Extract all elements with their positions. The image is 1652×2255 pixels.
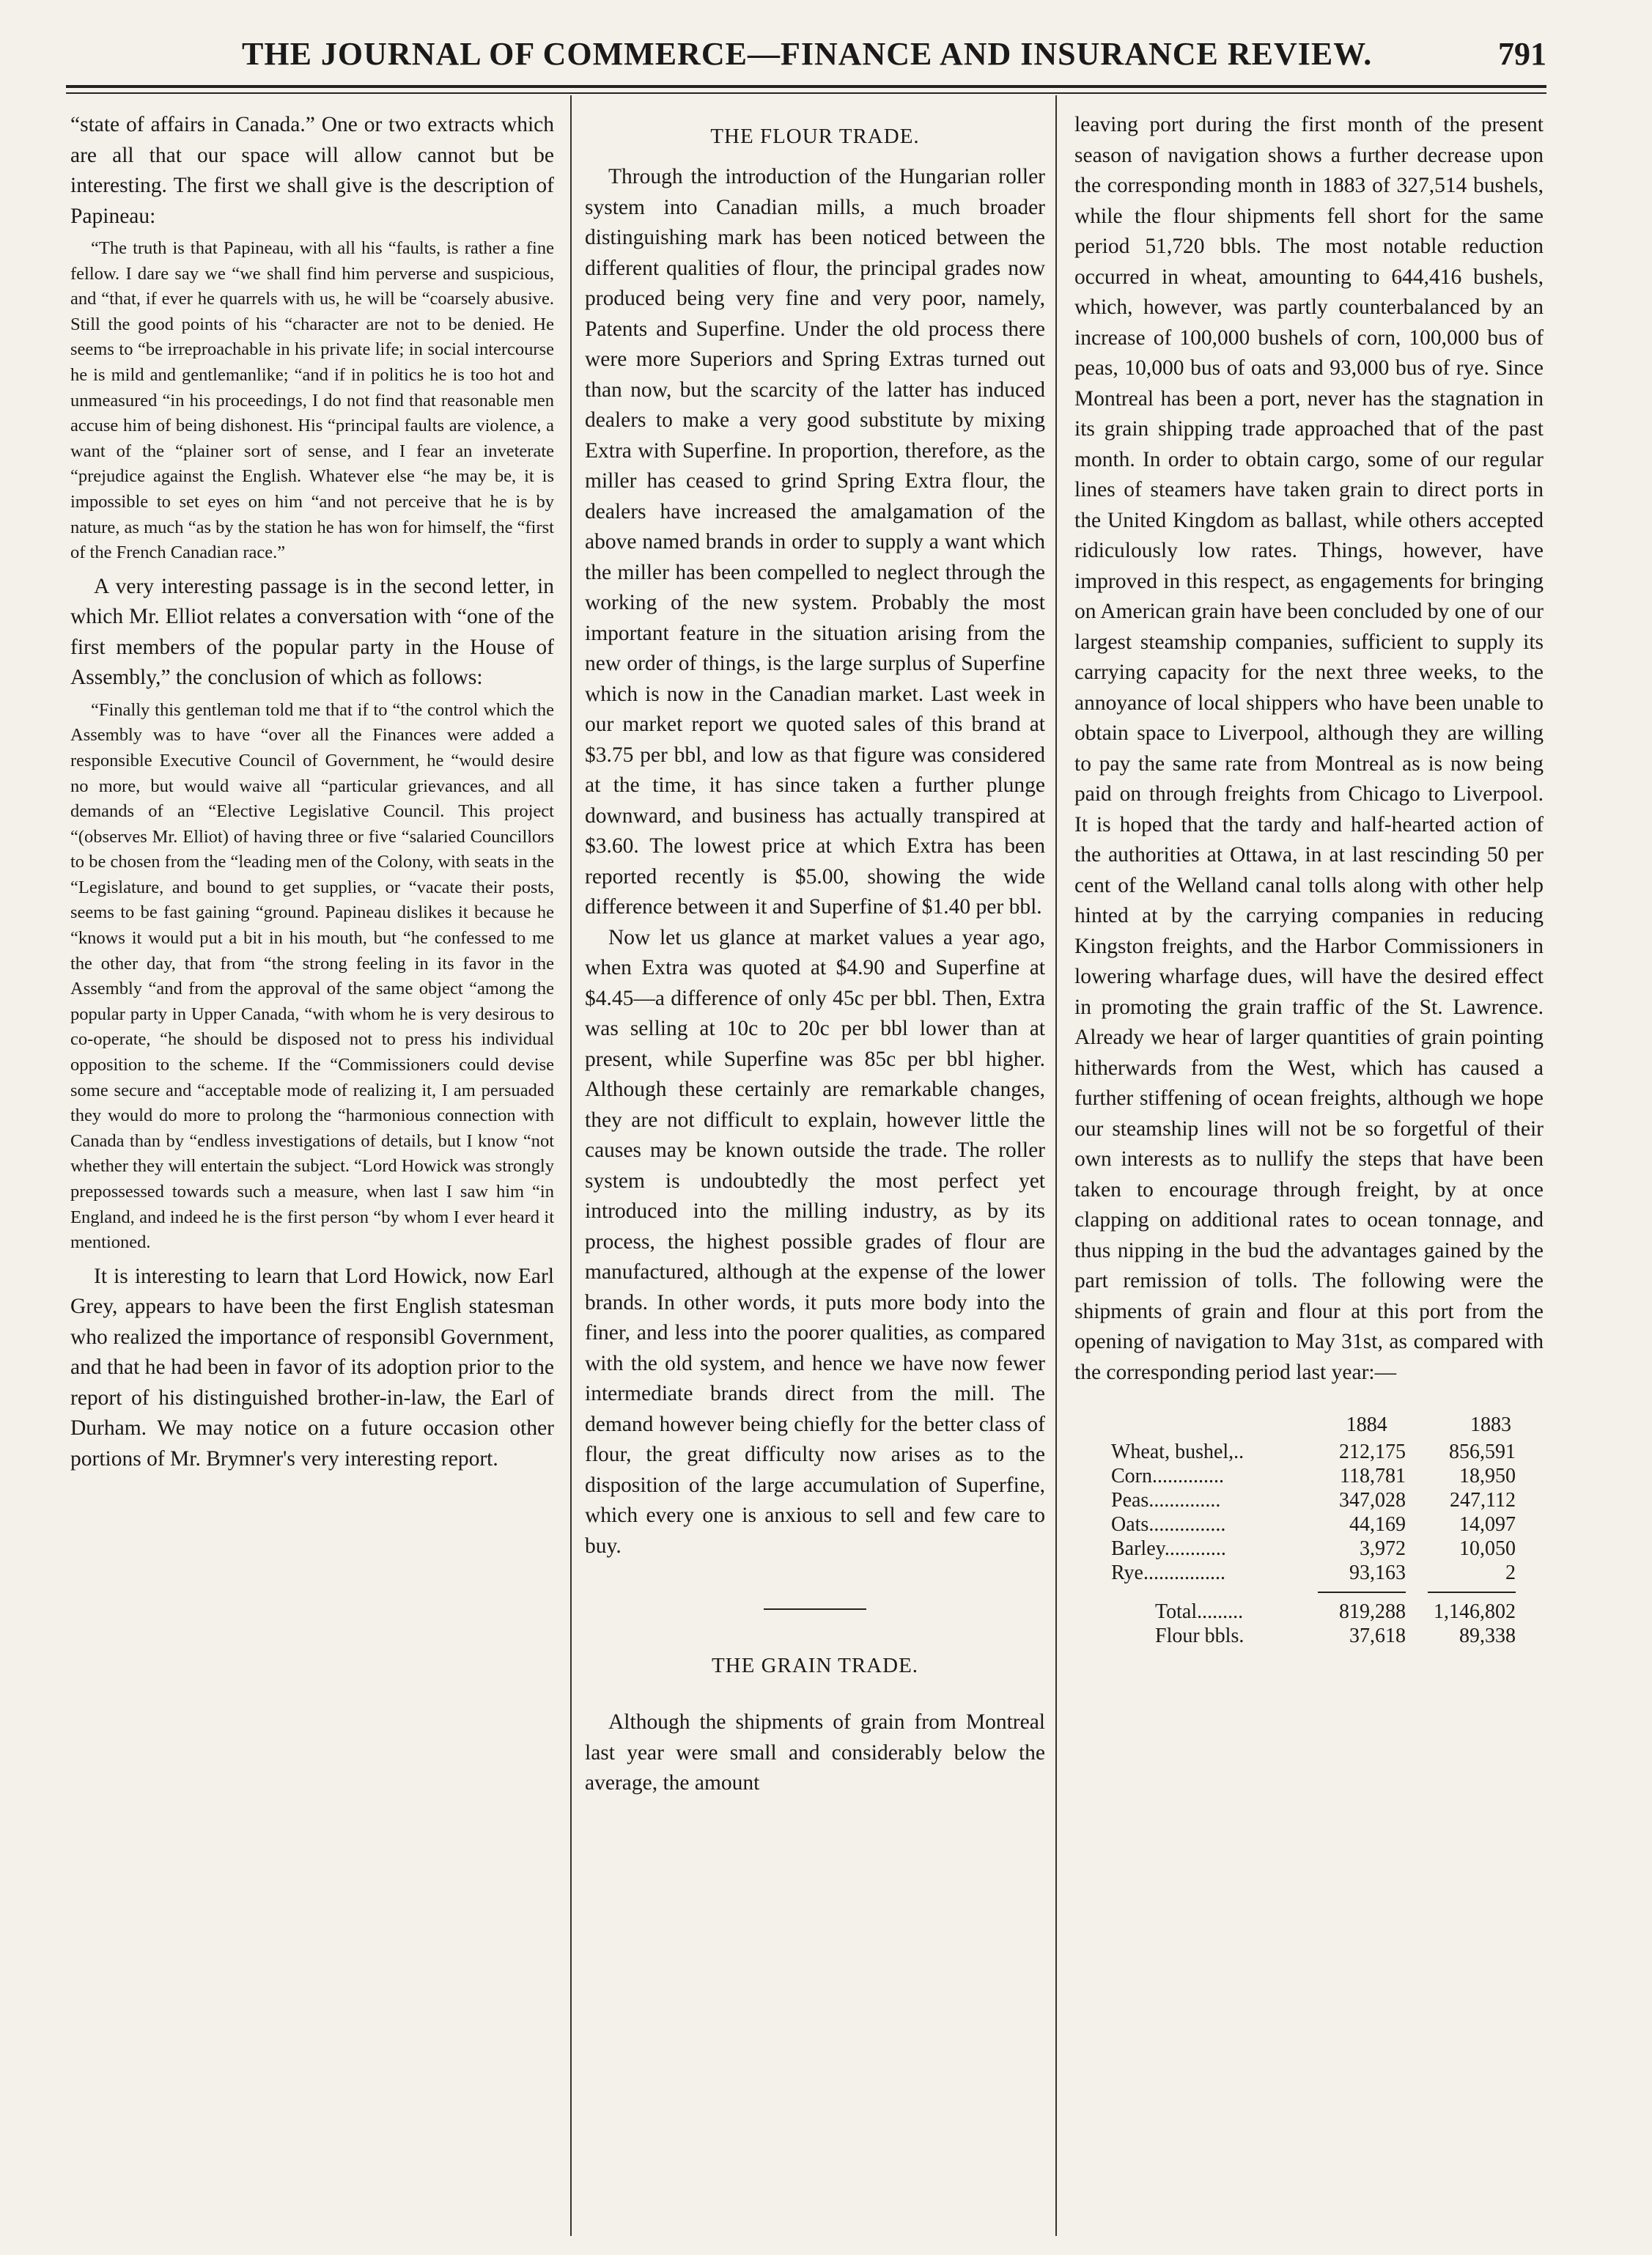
- row-label: Oats...............: [1111, 1513, 1226, 1536]
- column-divider-1: [570, 95, 572, 2236]
- header-rule-thick: [66, 85, 1546, 88]
- column-1: [70, 110, 554, 1474]
- column-2: [585, 110, 1045, 1799]
- table-row: [1111, 1537, 1544, 1561]
- value-1883: 856,591: [1449, 1441, 1516, 1463]
- heading-flour-trade: THE FLOUR TRADE.: [710, 125, 920, 148]
- paragraph-lord-howick: It is interesting to learn that Lord Howick, now Earl Grey, appears to have been the first English statesman who realized the importance of responsibl Government, and that he had been in favor of its adoption prior to the report of his distinguished brother-in-law, the Earl of Durham. We may notice on a future occasion other portions of Mr. Brymner's very interesting report.: [70, 1264, 554, 1471]
- quote-assembly: “Finally this gentleman told me that if to “the control which the Assembly was to have “over all the Finances were added a responsible Executive Council of Government, he “would desire no more, but would waive all “particular grievances, and all demands of an “Elective Legislative Council. This project “(observes Mr. Elliot) of having three or five “salaried Councillors to be chosen from the “leading men of the Colony, with seats in the “Legislature, and bound to get supplies, or “vacate their posts, seems to be fast gaining “ground. Papineau dislikes it because he “knows it would put a bit in his mouth, but “he confessed to me the other day, that from “the strong feeling in its favor in the Assembly “and from the approval of the same object “among the popular party in Upper Canada, “with whom he is very desirous to co-operate, “he should be disposed not to press his individual opposition to the scheme. If the “Commissioners could devise some secure and “acceptable mode of realizing it, I am persuaded they would do more to prolong the “harmonious connection with Canada than by “endless investigations of details, but I know “not whether they will entertain the subject. “Lord Howick was strongly prepossessed towards such a measure, when last I saw him “in England, and indeed he is the first person “by whom I ever heard it mentioned.: [70, 699, 554, 1253]
- total-1884: 819,288: [1339, 1600, 1406, 1623]
- page-number: 791: [1498, 36, 1546, 72]
- header-rule-thin: [66, 92, 1546, 94]
- value-1883: 18,950: [1459, 1465, 1516, 1487]
- table-row: [1111, 1488, 1544, 1512]
- row-label: Rye................: [1111, 1561, 1225, 1584]
- table-flour-row: [1111, 1624, 1544, 1648]
- flour-1884: 37,618: [1349, 1625, 1406, 1647]
- grain-shipments-table: [1111, 1413, 1544, 1648]
- flour-1883: 89,338: [1459, 1625, 1516, 1647]
- table-header-row: [1111, 1413, 1544, 1437]
- table-total-row: [1111, 1600, 1544, 1624]
- table-row: [1111, 1512, 1544, 1537]
- column-divider-2: [1055, 95, 1057, 2236]
- value-1883: 14,097: [1459, 1513, 1516, 1536]
- value-1884: 44,169: [1349, 1513, 1406, 1536]
- paragraph-papineau-intro: “state of affairs in Canada.” One or two extracts which are all that our space will allow cannot but be interesting. The first we shall give is the description of Papineau:: [70, 113, 554, 228]
- column-header-1883: 1883: [1470, 1413, 1511, 1436]
- quote-papineau: “The truth is that Papineau, with all his “faults, is rather a fine fellow. I dare say we “we shall find him perverse and suspicious, and “that, if ever he quarrels with us, he will be “coarsely abusive. Still the good points of his “character are not to be denied. He seems to “be irreproachable in his private life; in social intercourse he is mild and gentlemanlike; “and if in politics he is too hot and unmeasured “in his proceedings, I do not find that reasonable men accuse him of being dishonest. His “principal faults are violence, a want of the “plainer sort of sense, and I fear an inveterate “prejudice against the English. Whatever else “he may be, it is impossible to set eyes on him “and not perceive that he is by nature, as much “as by the station he has won for himself, the “first of the French Canadian race.”: [70, 238, 554, 563]
- value-1883: 10,050: [1459, 1537, 1516, 1560]
- value-1884: 93,163: [1349, 1561, 1406, 1584]
- row-label: Corn..............: [1111, 1465, 1224, 1487]
- section-separator: [764, 1608, 866, 1610]
- table-row: [1111, 1464, 1544, 1488]
- page-header: [59, 29, 1546, 81]
- paragraph-grain-continued: leaving port during the first month of the present season of navigation shows a further decrease upon the corresponding month in 1883 of 327,514 bushels, while the flour shipments fell short for the same period 51,720 bbls. The most notable reduction occurred in wheat, amounting to 644,416 bushels, which, however, was partly counterbalanced by an increase of 100,000 bushels of corn, 100,000 bus of peas, 10,000 bus of oats and 93,000 bus of rye. Since Montreal has been a port, never has the stagnation in its grain shipping trade approached that of the past month. In order to obtain cargo, some of our regular lines of steamers have taken grain to direct ports in the United Kingdom as ballast, while others accepted ridiculously low rates. Things, however, have improved in this respect, as engagements for bringing on American grain have been concluded by one of our largest steamship companies, sufficient to supply its carrying capacity for the next three weeks, to the annoyance of local shippers who have been unable to obtain space to Liverpool, although they are willing to pay the same rate from Montreal as is now being paid on through freights from Chicago to Liverpool. It is hoped that the tardy and half-hearted action of the authorities at Ottawa, in at last rescinding 50 per cent of the Welland canal tolls along with other help hinted at by the carrying companies in reducing Kingston freights, and the Harbor Commissioners in lowering wharfage dues, will have the desired effect in promoting the grain traffic of the St. Lawrence. Already we hear of larger quantities of grain pointing hitherwards from the West, which has caused a further stiffening of ocean freights, although we hope our steamship lines will not be so forgetful of their own interests as to nullify the steps that have been taken to encourage through freight, by at once clapping on additional rates to ocean tonnage, and thus nipping in the bud the advantages gained by the part remission of tolls. The following were the shipments of grain and flour at this port from the opening of navigation to May 31st, as compared with the corresponding period last year:—: [1074, 113, 1544, 1384]
- value-1883: 2: [1505, 1561, 1516, 1584]
- paragraph-second-letter: A very interesting passage is in the second letter, in which Mr. Elliot relates a conversation with “one of the first members of the popular party in the House of Assembly,” the conclusion of which as follows:: [70, 574, 554, 690]
- journal-title: THE JOURNAL OF COMMERCE—FINANCE AND INSURANCE REVIEW.: [242, 36, 1373, 72]
- paragraph-grain-1: Although the shipments of grain from Montreal last year were small and considerably below the average, the amount: [585, 1710, 1045, 1795]
- value-1884: 347,028: [1339, 1489, 1406, 1512]
- total-rule: [1111, 1585, 1544, 1600]
- column-3: [1074, 110, 1544, 1648]
- value-1884: 212,175: [1339, 1441, 1406, 1463]
- table-row: [1111, 1440, 1544, 1464]
- total-1883: 1,146,802: [1434, 1600, 1516, 1623]
- paragraph-flour-1: Through the introduction of the Hungarian roller system into Canadian mills, a much broader distinguishing mark has been noticed between the different qualities of flour, the principal grades now produced being very fine and very poor, namely, Patents and Superfine. Under the old process there were more Superiors and Spring Extras turned out than now, but the scarcity of the latter has induced dealers to make a very good substitute by mixing Extra with Superfine. In proportion, therefore, as the miller has ceased to grind Spring Extra flour, the dealers have increased the amalgamation of the above named brands in order to supply a want which the miller has been compelled to neglect through the working of the new system. Probably the most important feature in the situation arising from the new order of things, is the large surplus of Superfine which is now in the Canadian market. Last week in our market report we quoted sales of this brand at $3.75 per bbl, and low as that figure was considered at the time, it has since taken a further plunge downward, and business has actually transpired at $3.60. The lowest price at which Extra has been reported recently is $5.00, showing the wide difference between it and Superfine of $1.40 per bbl.: [585, 165, 1045, 919]
- row-label: Wheat, bushel,..: [1111, 1441, 1244, 1463]
- table-row: [1111, 1561, 1544, 1585]
- row-label: Barley............: [1111, 1537, 1226, 1560]
- value-1884: 3,972: [1360, 1537, 1406, 1560]
- flour-label: Flour bbls.: [1155, 1625, 1244, 1647]
- value-1884: 118,781: [1340, 1465, 1406, 1487]
- heading-grain-trade: THE GRAIN TRADE.: [711, 1654, 919, 1677]
- column-header-1884: 1884: [1346, 1413, 1387, 1436]
- total-label: Total.........: [1155, 1600, 1244, 1623]
- row-label: Peas..............: [1111, 1489, 1221, 1512]
- value-1883: 247,112: [1450, 1489, 1516, 1512]
- paragraph-flour-2: Now let us glance at market values a year ago, when Extra was quoted at $4.90 and Superfine at $4.45—a difference of only 45c per bbl. Then, Extra was selling at 10c to 20c per bbl lower than at present, while Superfine was 85c per bbl higher. Although these certainly are remarkable changes, they are not difficult to explain, however little the causes may be known outside the trade. The roller system is undoubtedly the most perfect yet introduced into the milling industry, as by its process, the highest possible grades of flour are manufactured, although at the expense of the lower brands. In other words, it puts more body into the finer, and less into the poorer qualities, as compared with the old system, and hence we have now fewer intermediate brands direct from the mill. The demand however being chiefly for the better class of flour, the great difficulty now arises as to the disposition of the large accumulation of Superfine, which every one is anxious to sell and few care to buy.: [585, 925, 1045, 1558]
